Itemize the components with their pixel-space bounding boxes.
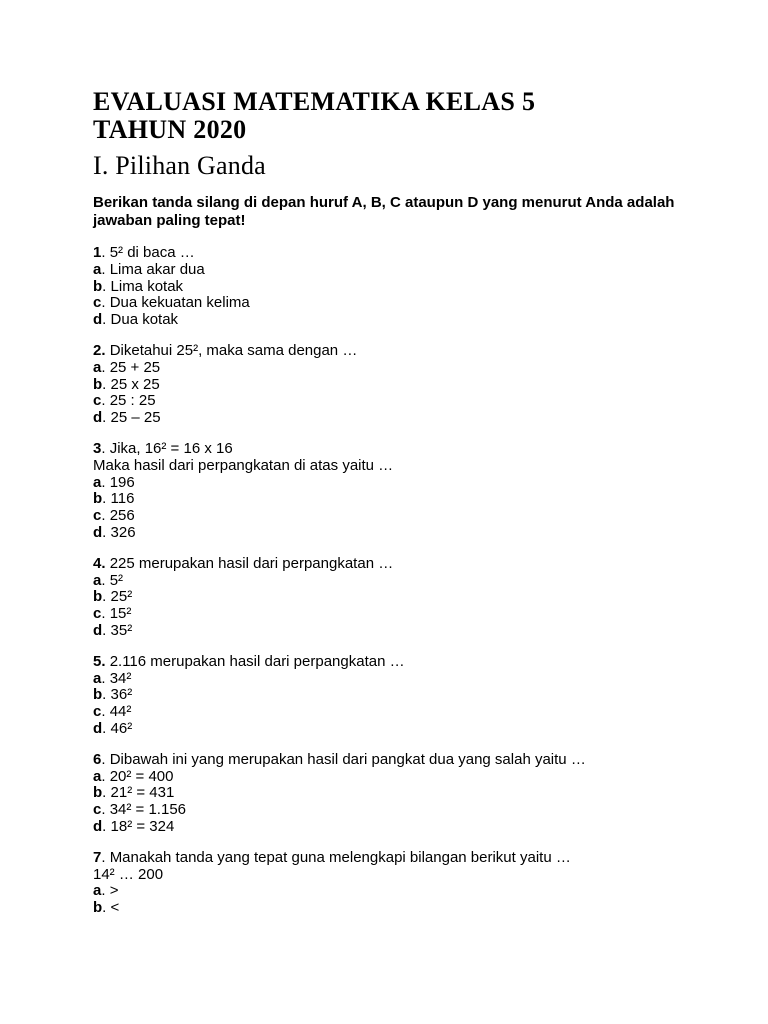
question-text: Manakah tanda yang tepat guna melengkapi bilangan berikut yaitu … bbox=[109, 848, 571, 866]
question-stem bbox=[93, 556, 713, 573]
option-text: 20² = 400 bbox=[109, 767, 174, 785]
option-text: Lima akar dua bbox=[109, 260, 205, 278]
option-text: 44² bbox=[109, 703, 132, 721]
answer-option: d. 25 – 25 bbox=[93, 409, 161, 427]
option-letter: d bbox=[93, 817, 103, 835]
option-text: 34² = 1.156 bbox=[109, 801, 186, 819]
document-title bbox=[93, 88, 713, 144]
question-4 bbox=[93, 556, 713, 640]
option-letter: b bbox=[93, 784, 103, 802]
option-letter: d bbox=[93, 621, 103, 639]
option-letter: c bbox=[93, 801, 102, 819]
answer-option: c. 256 bbox=[93, 507, 135, 525]
question-text: Maka hasil dari perpangkatan di atas yaitu … bbox=[93, 456, 394, 474]
option-letter: a bbox=[93, 358, 102, 376]
question-number: 4. bbox=[93, 554, 106, 572]
answer-option: a. 25 + 25 bbox=[93, 358, 161, 376]
option-text: Dua kekuatan kelima bbox=[109, 294, 250, 312]
question-separator: . bbox=[101, 750, 110, 768]
answer-option: d. 35² bbox=[93, 621, 133, 639]
option-text: 116 bbox=[110, 490, 135, 508]
option-letter: a bbox=[93, 260, 102, 278]
option-text: 35² bbox=[110, 621, 133, 639]
answer-option: c. 44² bbox=[93, 703, 132, 721]
question-3 bbox=[93, 441, 713, 542]
option-letter: d bbox=[93, 719, 103, 737]
question-number: 6 bbox=[93, 750, 102, 768]
answer-option: d. Dua kotak bbox=[93, 311, 179, 329]
option-letter: c bbox=[93, 507, 102, 525]
option-text: 25 : 25 bbox=[109, 392, 156, 410]
question-separator: . bbox=[101, 848, 110, 866]
title-line: TAHUN 2020 bbox=[93, 115, 247, 144]
question-stem bbox=[93, 850, 713, 867]
option-text: > bbox=[109, 882, 119, 900]
question-separator: . bbox=[101, 244, 110, 261]
option-letter: d bbox=[93, 311, 103, 329]
answer-option: c. 15² bbox=[93, 605, 132, 623]
answer-option: b. Lima kotak bbox=[93, 277, 184, 295]
option-letter: b bbox=[93, 277, 103, 295]
question-1 bbox=[93, 245, 713, 329]
answer-option: d. 46² bbox=[93, 719, 133, 737]
option-text: 25 x 25 bbox=[110, 375, 160, 393]
answer-option: d. 326 bbox=[93, 523, 136, 541]
answer-option: b. 25² bbox=[93, 588, 133, 606]
question-stem bbox=[93, 441, 713, 458]
question-text: 225 merupakan hasil dari perpangkatan … bbox=[109, 554, 394, 572]
answer-option: a. 20² = 400 bbox=[93, 767, 174, 785]
option-text: 46² bbox=[110, 719, 133, 737]
question-number: 3 bbox=[93, 439, 102, 457]
option-letter: b bbox=[93, 375, 103, 393]
option-text: 34² bbox=[109, 669, 132, 687]
option-letter: b bbox=[93, 588, 103, 606]
question-number: 7 bbox=[93, 848, 102, 866]
option-text: 5² bbox=[109, 571, 124, 589]
question-number: 1 bbox=[93, 244, 102, 261]
option-letter: c bbox=[93, 294, 102, 312]
option-letter: a bbox=[93, 882, 102, 900]
question-text: Diketahui 25², maka sama dengan … bbox=[109, 341, 358, 359]
option-letter: c bbox=[93, 605, 102, 623]
answer-option: a. 196 bbox=[93, 473, 135, 491]
option-text: Dua kotak bbox=[110, 311, 179, 329]
answer-option: a. 34² bbox=[93, 669, 132, 687]
question-list bbox=[93, 245, 713, 917]
question-stem bbox=[93, 752, 713, 769]
question-stem-continuation bbox=[93, 867, 713, 884]
section-title: I. Pilihan Ganda bbox=[93, 151, 266, 180]
option-text: 25 – 25 bbox=[110, 409, 161, 427]
answer-option: c. 34² = 1.156 bbox=[93, 801, 186, 819]
answer-option: a. Lima akar dua bbox=[93, 260, 205, 278]
answer-option: b. 21² = 431 bbox=[93, 784, 175, 802]
option-letter: b bbox=[93, 686, 103, 704]
option-text: 256 bbox=[109, 507, 135, 525]
option-letter: c bbox=[93, 392, 102, 410]
question-stem bbox=[93, 245, 713, 262]
question-stem bbox=[93, 343, 713, 360]
option-letter: a bbox=[93, 473, 102, 491]
answer-option: b. 25 x 25 bbox=[93, 375, 160, 393]
question-text: Jika, 16² = 16 x 16 bbox=[109, 439, 233, 457]
answer-option: c. Dua kekuatan kelima bbox=[93, 294, 250, 312]
question-number: 5. bbox=[93, 652, 106, 670]
question-number: 2. bbox=[93, 341, 106, 359]
answer-option: a. 5² bbox=[93, 571, 124, 589]
question-2 bbox=[93, 343, 713, 427]
answer-option: c. 25 : 25 bbox=[93, 392, 156, 410]
option-letter: d bbox=[93, 523, 103, 541]
option-text: 25 + 25 bbox=[109, 358, 161, 376]
instructions-text: Berikan tanda silang di depan huruf A, B, C ataupun D yang menurut Anda adalah jawaban paling tepat! bbox=[93, 194, 675, 229]
option-letter: a bbox=[93, 767, 102, 785]
option-text: 196 bbox=[109, 473, 135, 491]
option-letter: a bbox=[93, 669, 102, 687]
question-7 bbox=[93, 850, 713, 917]
answer-option: b. 116 bbox=[93, 490, 135, 508]
option-text: 21² = 431 bbox=[110, 784, 175, 802]
title-line: EVALUASI MATEMATIKA KELAS 5 bbox=[93, 87, 536, 116]
option-text: 326 bbox=[110, 523, 136, 541]
option-letter: b bbox=[93, 490, 103, 508]
answer-option: b. < bbox=[93, 899, 120, 917]
question-separator: . bbox=[101, 439, 110, 457]
question-text: 5² di baca … bbox=[109, 244, 195, 261]
option-letter: d bbox=[93, 409, 103, 427]
option-text: 18² = 324 bbox=[110, 817, 175, 835]
option-text: 36² bbox=[110, 686, 133, 704]
answer-option: a. > bbox=[93, 882, 119, 900]
option-text: Lima kotak bbox=[110, 277, 184, 295]
answer-option: d. 18² = 324 bbox=[93, 817, 175, 835]
option-letter: c bbox=[93, 703, 102, 721]
question-text: Dibawah ini yang merupakan hasil dari pangkat dua yang salah yaitu … bbox=[109, 750, 586, 768]
question-5 bbox=[93, 654, 713, 738]
option-letter: b bbox=[93, 899, 103, 917]
option-text: 25² bbox=[110, 588, 133, 606]
question-stem bbox=[93, 654, 713, 671]
question-6 bbox=[93, 752, 713, 836]
option-text: < bbox=[110, 899, 120, 917]
option-text: 15² bbox=[109, 605, 132, 623]
question-stem-continuation bbox=[93, 458, 713, 475]
document-page bbox=[93, 88, 713, 917]
question-text: 2.116 merupakan hasil dari perpangkatan … bbox=[109, 652, 405, 670]
answer-option: b. 36² bbox=[93, 686, 133, 704]
option-letter: a bbox=[93, 571, 102, 589]
question-text: 14² … 200 bbox=[93, 865, 164, 883]
